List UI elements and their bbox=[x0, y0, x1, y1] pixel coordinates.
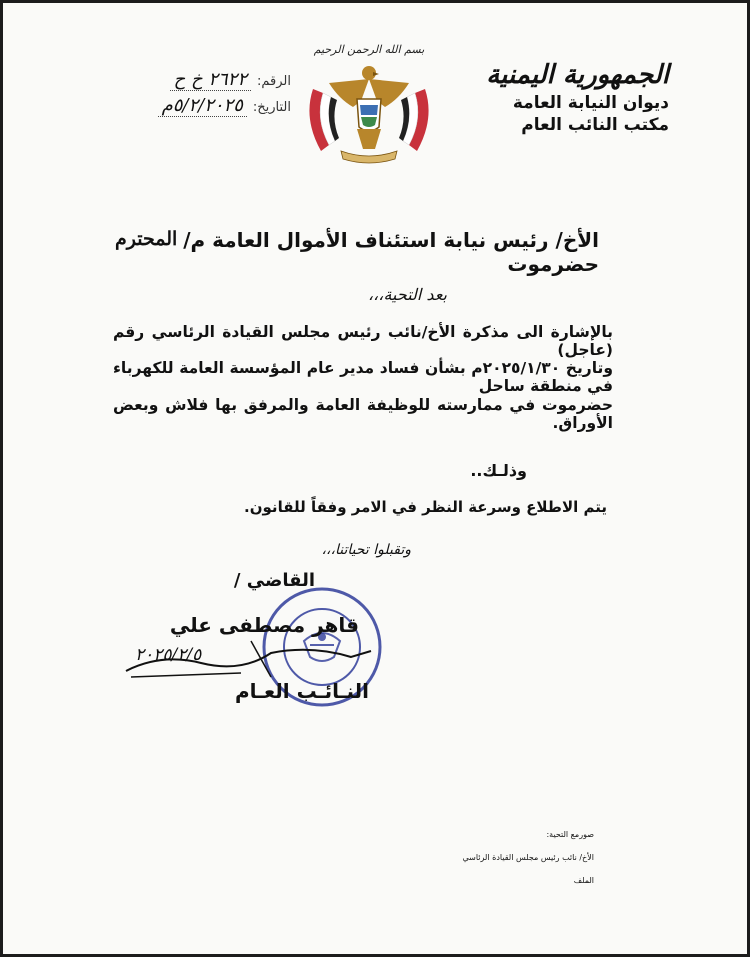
ref-number-label: الرقم: bbox=[257, 74, 291, 89]
signer-name: قاهر مصطفى علي bbox=[169, 613, 359, 637]
signer-role: النـائـب العـام bbox=[234, 679, 369, 703]
ref-date-row bbox=[51, 95, 291, 121]
reference-block bbox=[51, 69, 291, 121]
basmala-text: بسم الله الرحمن الرحيم bbox=[313, 43, 425, 56]
issuer-header bbox=[439, 58, 669, 136]
cc-line-1: صورمع التحية: bbox=[546, 830, 594, 839]
signature-date: ٢٠٢٥/٢/٥ bbox=[135, 645, 202, 665]
paragraph-line-3: حضرموت في ممارسته للوظيفة العامة والمرفق بها فلاش وبعض الأوراق. bbox=[113, 396, 613, 432]
judge-title: القاضي / bbox=[233, 570, 315, 591]
greeting-line: بعد التحية،،، bbox=[367, 285, 447, 304]
cc-line-2: الأخ/ نائب رئيس مجلس القيادة الرئاسي bbox=[462, 853, 594, 862]
office-name: ديوان النيابة العامة bbox=[512, 93, 669, 113]
cc-block bbox=[462, 823, 594, 892]
addressee-line: الأخ/ رئيس نيابة استئناف الأموال العامة م/حضرموت bbox=[183, 228, 599, 276]
republic-name: الجمهورية اليمنية bbox=[486, 60, 669, 90]
respected-title: المحترم bbox=[115, 228, 178, 250]
wa-thalek-line: وذلـك.. bbox=[470, 461, 527, 480]
department-name: مكتب النائب العام bbox=[521, 115, 669, 135]
request-line: يتم الاطلاع وسرعة النظر في الامر وفقاً للقانون. bbox=[244, 498, 607, 516]
ref-date-label: التاريخ: bbox=[252, 100, 291, 115]
cc-line-3: الملف bbox=[573, 876, 594, 885]
paragraph-line-1: بالإشارة الى مذكرة الأخ/نائب رئيس مجلس القيادة الرئاسي رقم (عاجل) bbox=[113, 323, 613, 359]
ref-number-row bbox=[51, 69, 291, 95]
ref-date-value: ٥/٢/٢٠٢٥م bbox=[158, 95, 247, 117]
yemen-emblem bbox=[299, 39, 439, 169]
ref-number-value: ٢٦٢٢ خ ح bbox=[170, 69, 251, 91]
paragraph-line-2: وتاريخ ٢٠٢٥/١/٣٠م بشأن فساد مدير عام المؤسسة العامة للكهرباء في منطقة ساحل bbox=[113, 359, 613, 395]
closing-line: وتقبلوا تحياتنا،،، bbox=[321, 542, 411, 558]
